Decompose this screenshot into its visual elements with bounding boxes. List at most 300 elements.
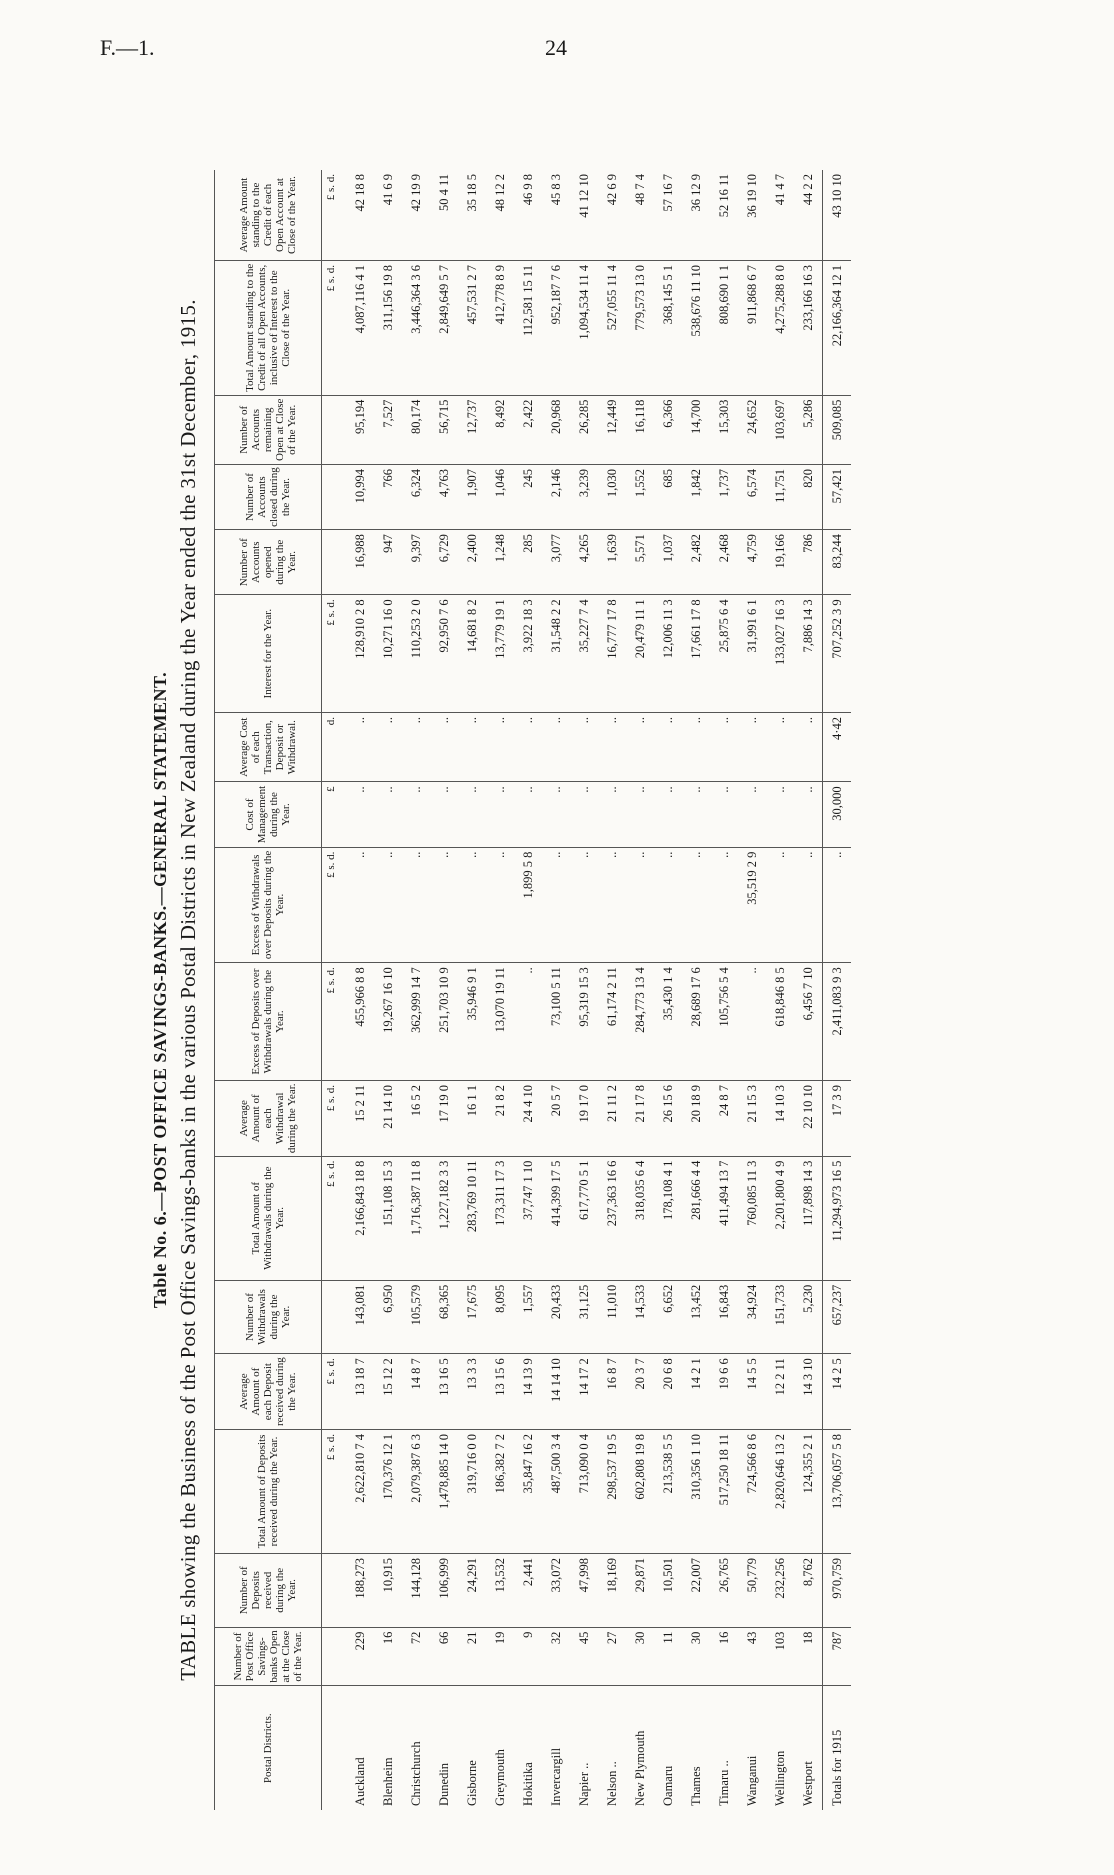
table-cell: 4,759	[738, 530, 766, 595]
totals-cell: 657,237	[823, 1280, 852, 1354]
table-cell: 22,007	[682, 1554, 710, 1628]
table-body	[340, 170, 851, 1810]
table-cell: ..	[458, 713, 486, 782]
table-cell: 2,441	[514, 1554, 542, 1628]
table-cell: 310,356 1 10	[682, 1429, 710, 1553]
table-row	[486, 170, 514, 1810]
totals-cell: 13,706,057 5 8	[823, 1429, 852, 1553]
unit-cell: £ s. d.	[322, 1429, 341, 1553]
table-cell: 46 9 8	[520, 174, 535, 206]
totals-cell: 11,294,973 16 5	[823, 1156, 852, 1280]
table-cell: 36 19 10	[744, 174, 759, 218]
table-cell: ..	[340, 713, 374, 782]
table-cell: 10,915	[374, 1554, 402, 1628]
table-cell: ..	[340, 782, 374, 847]
table-cell: 10,994	[340, 464, 374, 529]
table-cell: 3,446,364 3 6	[402, 261, 430, 396]
table-cell: 24 4 10	[514, 1080, 542, 1156]
unit-cell	[322, 1554, 341, 1628]
totals-cell: ..	[823, 847, 852, 963]
table-cell: 1,046	[486, 464, 514, 529]
table-cell: 43	[738, 1627, 766, 1686]
table-cell: 14 8 7	[402, 1354, 430, 1430]
table-cell: ..	[430, 847, 458, 963]
table-cell: ..	[486, 782, 514, 847]
table-cell: 26,765	[710, 1554, 738, 1628]
column-header: Total Amount standing to the Credit of all Open Accounts, inclusive of Interest to the Close of the Year.	[215, 261, 322, 396]
table-cell: 713,090 0 4	[570, 1429, 598, 1553]
table-cell: 103,697	[766, 395, 794, 464]
table-cell: 6,729	[430, 530, 458, 595]
table-cell: 178,108 4 1	[654, 1156, 682, 1280]
table-row	[514, 170, 542, 1810]
table-cell: 95,194	[340, 395, 374, 464]
table-cell: 21 15 3	[738, 1080, 766, 1156]
table-cell: 20 3 7	[626, 1354, 654, 1430]
table-cell: 19,166	[766, 530, 794, 595]
district-name: Thames	[682, 1686, 710, 1810]
page-number: 24	[545, 35, 567, 60]
table-row	[430, 170, 458, 1810]
table-cell: 105,756 5 4	[710, 963, 738, 1081]
table-cell: 820	[794, 464, 823, 529]
column-header: Number of Accounts closed during the Year.	[215, 464, 322, 529]
table-cell: 14 3 10	[794, 1354, 823, 1430]
table-cell: 13,532	[486, 1554, 514, 1628]
table-cell: 170,376 12 1	[374, 1429, 402, 1553]
totals-cell: 509,085	[823, 395, 852, 464]
table-cell: 28,689 17 6	[682, 963, 710, 1081]
column-header: Average Amount of each Withdrawal during the Year.	[215, 1080, 322, 1156]
district-name: Wellington	[766, 1686, 794, 1810]
table-cell: 14 17 2	[570, 1354, 598, 1430]
column-header: Number of Accounts remaining Open at Close of the Year.	[215, 395, 322, 464]
table-cell: 35,946 9 1	[458, 963, 486, 1081]
table-cell: 42 19 9	[408, 174, 423, 212]
table-cell: 11	[654, 1627, 682, 1686]
district-name: Hokitika	[514, 1686, 542, 1810]
table-cell: 35,430 1 4	[654, 963, 682, 1081]
table-cell: 48 7 4	[632, 174, 647, 206]
table-cell: 1,094,534 11 4	[570, 261, 598, 396]
table-cell: 2,400	[458, 530, 486, 595]
table-cell: 173,311 17 3	[486, 1156, 514, 1280]
table-cell: 6,456 7 10	[794, 963, 823, 1081]
table-cell: 455,966 8 8	[340, 963, 374, 1081]
table-cell: 298,537 19 5	[598, 1429, 626, 1553]
table-row	[542, 170, 570, 1810]
unit-cell: £ s. d.	[322, 595, 341, 713]
table-cell: ..	[458, 847, 486, 963]
table-cell: 18	[794, 1627, 823, 1686]
table-cell: 37,747 1 10	[514, 1156, 542, 1280]
table-cell: ..	[766, 782, 794, 847]
unit-cell: £ s. d.	[322, 261, 341, 396]
column-header: Average Amount standing to the Credit of each Open Account at Close of the Year.	[215, 170, 322, 261]
table-cell: 6,652	[654, 1280, 682, 1354]
table-cell: ..	[514, 713, 542, 782]
table-cell: 13,452	[682, 1280, 710, 1354]
table-cell: 13,070 19 11	[486, 963, 514, 1081]
table-cell: ..	[542, 847, 570, 963]
column-header: Total Amount of Deposits received during the Year.	[215, 1429, 322, 1553]
table-cell: 414,399 17 5	[542, 1156, 570, 1280]
unit-cell: £ s. d.	[322, 1354, 341, 1430]
table-cell: 766	[374, 464, 402, 529]
table-cell: ..	[710, 713, 738, 782]
table-cell: ..	[402, 713, 430, 782]
table-cell: 2,201,800 4 9	[766, 1156, 794, 1280]
table-cell: 7,527	[374, 395, 402, 464]
table-cell: 15 12 2	[374, 1354, 402, 1430]
table-cell: 24,291	[458, 1554, 486, 1628]
table-cell: 19	[486, 1627, 514, 1686]
table-cell: 41 6 9	[380, 174, 395, 206]
column-header: Postal Districts.	[215, 1686, 322, 1810]
column-header: Average Amount of each Deposit received during the Year.	[215, 1354, 322, 1430]
table-row	[794, 170, 823, 1810]
table-cell: 245	[514, 464, 542, 529]
units-row	[322, 170, 341, 1810]
table-cell: ..	[570, 713, 598, 782]
table-cell: 151,733	[766, 1280, 794, 1354]
table-cell: 10,271 16 0	[374, 595, 402, 713]
table-row	[340, 170, 374, 1810]
table-cell: 16 1 1	[458, 1080, 486, 1156]
table-cell: ..	[598, 713, 626, 782]
table-row	[570, 170, 598, 1810]
table-cell: 311,156 19 8	[374, 261, 402, 396]
table-cell: ..	[486, 847, 514, 963]
table-cell: 284,773 13 4	[626, 963, 654, 1081]
district-name: Greymouth	[486, 1686, 514, 1810]
table-cell: 2,468	[710, 530, 738, 595]
table-cell: 232,256	[766, 1554, 794, 1628]
table-cell: ..	[766, 847, 794, 963]
table-cell: 18,169	[598, 1554, 626, 1628]
table-cell: 1,227,182 3 3	[430, 1156, 458, 1280]
table-cell: 30	[626, 1627, 654, 1686]
table-cell: ..	[340, 847, 374, 963]
table-cell: 26,285	[570, 395, 598, 464]
table-cell: 32	[542, 1627, 570, 1686]
table-cell: 911,868 6 7	[738, 261, 766, 396]
table-cell: 42 6 9	[604, 174, 619, 206]
table-cell: 21 11 2	[598, 1080, 626, 1156]
totals-cell: 30,000	[823, 782, 852, 847]
table-cell: ..	[486, 713, 514, 782]
table-cell: 15,303	[710, 395, 738, 464]
table-cell: 57 16 7	[660, 174, 675, 212]
table-cell: ..	[794, 782, 823, 847]
table-cell: 229	[340, 1627, 374, 1686]
totals-row	[823, 170, 852, 1810]
unit-cell	[322, 1627, 341, 1686]
table-cell: 128,910 2 8	[340, 595, 374, 713]
table-cell: 527,055 11 4	[598, 261, 626, 396]
table-cell: 80,174	[402, 395, 430, 464]
table-cell: 487,500 3 4	[542, 1429, 570, 1553]
table-cell: 188,273	[340, 1554, 374, 1628]
column-header: Number of Accounts opened during the Year.	[215, 530, 322, 595]
table-cell: 35,519 2 9	[738, 847, 766, 963]
district-name: Dunedin	[430, 1686, 458, 1810]
table-cell: 2,079,387 6 3	[402, 1429, 430, 1553]
table-cell: 44 2 2	[800, 174, 815, 206]
district-name: Gisborne	[458, 1686, 486, 1810]
table-cell: 1,899 5 8	[514, 847, 542, 963]
table-cell: 808,690 1 1	[710, 261, 738, 396]
table-cell: 13 16 5	[430, 1354, 458, 1430]
totals-cell: 83,244	[823, 530, 852, 595]
table-cell: 237,363 16 6	[598, 1156, 626, 1280]
table-cell: 133,027 16 3	[766, 595, 794, 713]
table-cell: 41 12 10	[576, 174, 591, 218]
table-cell: 6,574	[738, 464, 766, 529]
table-cell: 29,871	[626, 1554, 654, 1628]
table-cell: ..	[402, 847, 430, 963]
district-name: Christchurch	[402, 1686, 430, 1810]
unit-cell: £ s. d.	[325, 174, 337, 201]
table-cell: 283,769 10 11	[458, 1156, 486, 1280]
table-cell: 2,422	[514, 395, 542, 464]
table-cell: ..	[598, 847, 626, 963]
table-cell: 1,557	[514, 1280, 542, 1354]
table-cell: ..	[402, 782, 430, 847]
table-cell: 12,006 11 3	[654, 595, 682, 713]
table-cell: 21 14 10	[374, 1080, 402, 1156]
table-cell: 8,762	[794, 1554, 823, 1628]
table-cell: 16 8 7	[598, 1354, 626, 1430]
unit-cell	[322, 530, 341, 595]
table-cell: 4,265	[570, 530, 598, 595]
table-title: Table No. 6.—POST OFFICE SAVINGS-BANKS.—GENERAL STATEMENT.	[150, 671, 170, 1309]
table-cell: 2,622,810 7 4	[340, 1429, 374, 1553]
table-cell: 27	[598, 1627, 626, 1686]
table-cell: 213,538 5 5	[654, 1429, 682, 1553]
table-cell: 31,548 2 2	[542, 595, 570, 713]
rotated-table-page	[150, 140, 1050, 1840]
table-cell: ..	[794, 847, 823, 963]
table-cell: ..	[794, 713, 823, 782]
table-cell: 41 4 7	[772, 174, 787, 206]
district-name: Timaru ..	[710, 1686, 738, 1810]
table-cell: 24 8 7	[710, 1080, 738, 1156]
table-cell: ..	[570, 782, 598, 847]
district-name: Westport	[794, 1686, 823, 1810]
table-cell: ..	[374, 713, 402, 782]
unit-cell: d.	[322, 713, 341, 782]
table-cell: 1,552	[626, 464, 654, 529]
totals-cell: 22,166,364 12 1	[823, 261, 852, 396]
district-name: Oamaru	[654, 1686, 682, 1810]
table-cell: 144,128	[402, 1554, 430, 1628]
table-cell: 110,253 2 0	[402, 595, 430, 713]
table-cell: 3,922 18 3	[514, 595, 542, 713]
district-name: Wanganui	[738, 1686, 766, 1810]
table-cell: ..	[710, 847, 738, 963]
table-cell: 42 18 8	[352, 174, 367, 212]
table-cell: 52 16 11	[716, 174, 731, 218]
table-cell: 16,843	[710, 1280, 738, 1354]
district-name: New Plymouth	[626, 1686, 654, 1810]
table-cell: 14 2 1	[682, 1354, 710, 1430]
district-name: Blenheim	[374, 1686, 402, 1810]
table-cell: 14,533	[626, 1280, 654, 1354]
table-cell: 13 15 6	[486, 1354, 514, 1430]
table-cell: 117,898 14 3	[794, 1156, 823, 1280]
table-cell: 72	[402, 1627, 430, 1686]
table-cell: 14,681 8 2	[458, 595, 486, 713]
table-cell: 103	[766, 1627, 794, 1686]
table-cell: 6,366	[654, 395, 682, 464]
totals-cell: 787	[823, 1627, 852, 1686]
table-cell: 2,482	[682, 530, 710, 595]
table-cell: 457,531 2 7	[458, 261, 486, 396]
table-cell: 36 12 9	[688, 174, 703, 212]
table-cell: 251,703 10 9	[430, 963, 458, 1081]
table-cell: 35 18 5	[464, 174, 479, 212]
table-cell: 318,035 6 4	[626, 1156, 654, 1280]
table-cell: 33,072	[542, 1554, 570, 1628]
unit-cell	[322, 464, 341, 529]
table-cell: 947	[374, 530, 402, 595]
table-cell: 13 18 7	[340, 1354, 374, 1430]
table-cell: ..	[626, 847, 654, 963]
table-cell: 19 6 6	[710, 1354, 738, 1430]
column-header: Excess of Deposits over Withdrawals during the Year.	[215, 963, 322, 1081]
table-cell: 1,716,387 11 8	[402, 1156, 430, 1280]
table-cell: 22 10 10	[794, 1080, 823, 1156]
table-cell: 24,652	[738, 395, 766, 464]
table-cell: 151,108 15 3	[374, 1156, 402, 1280]
table-cell: 17,675	[458, 1280, 486, 1354]
table-cell: 786	[794, 530, 823, 595]
column-header: Excess of Withdrawals over Deposits during the Year.	[215, 847, 322, 963]
table-cell: 143,081	[340, 1280, 374, 1354]
unit-cell: £ s. d.	[322, 963, 341, 1081]
table-cell: 19 17 0	[570, 1080, 598, 1156]
totals-cell: 707,252 3 9	[823, 595, 852, 713]
table-cell: 14 10 3	[766, 1080, 794, 1156]
table-cell: 14 13 9	[514, 1354, 542, 1430]
totals-cell: 14 2 5	[823, 1354, 852, 1430]
table-cell: 124,355 2 1	[794, 1429, 823, 1553]
table-cell: 617,770 5 1	[570, 1156, 598, 1280]
table-cell: 16 5 2	[402, 1080, 430, 1156]
table-cell: ..	[374, 782, 402, 847]
totals-cell: 2,411,083 9 3	[823, 963, 852, 1081]
unit-cell	[322, 1280, 341, 1354]
district-name: Nelson ..	[598, 1686, 626, 1810]
table-cell: 17 19 0	[430, 1080, 458, 1156]
table-cell: 3,239	[570, 464, 598, 529]
table-cell: ..	[374, 847, 402, 963]
table-cell: 13 3 3	[458, 1354, 486, 1430]
table-cell: ..	[542, 713, 570, 782]
table-cell: 12,449	[598, 395, 626, 464]
table-cell: 319,716 0 0	[458, 1429, 486, 1553]
table-cell: 538,676 11 10	[682, 261, 710, 396]
table-cell: 285	[514, 530, 542, 595]
table-cell: ..	[598, 782, 626, 847]
table-cell: 2,849,649 5 7	[430, 261, 458, 396]
table-row	[374, 170, 402, 1810]
table-cell: 2,166,843 18 8	[340, 1156, 374, 1280]
column-header: Average Cost of each Transaction, Deposit or Withdrawal.	[215, 713, 322, 782]
table-cell: ..	[430, 713, 458, 782]
table-cell: 92,950 7 6	[430, 595, 458, 713]
table-cell: 6,950	[374, 1280, 402, 1354]
table-cell: 412,778 8 9	[486, 261, 514, 396]
table-subtitle: TABLE showing the Business of the Post Office Savings-banks in the various Postal Districts in New Zealand during the Year ended the 31st December, 1915.	[176, 299, 200, 1681]
table-row	[710, 170, 738, 1810]
table-cell: 16	[374, 1627, 402, 1686]
table-cell: 2,146	[542, 464, 570, 529]
table-cell: 186,382 7 2	[486, 1429, 514, 1553]
table-cell: 8,492	[486, 395, 514, 464]
table-cell: ..	[654, 782, 682, 847]
table-cell: 760,085 11 3	[738, 1156, 766, 1280]
table-cell: 21 8 2	[486, 1080, 514, 1156]
table-cell: 5,230	[794, 1280, 823, 1354]
table-cell: 66	[430, 1627, 458, 1686]
table-cell: 14 5 5	[738, 1354, 766, 1430]
table-cell: ..	[738, 713, 766, 782]
table-cell: 30	[682, 1627, 710, 1686]
table-row	[682, 170, 710, 1810]
table-cell: 685	[654, 464, 682, 529]
column-header: Total Amount of Withdrawals during the Year.	[215, 1156, 322, 1280]
unit-cell	[322, 395, 341, 464]
table-cell: 12,737	[458, 395, 486, 464]
table-cell: 411,494 13 7	[710, 1156, 738, 1280]
district-name: Auckland	[340, 1686, 374, 1810]
table-cell: 20 5 7	[542, 1080, 570, 1156]
table-cell: 16,988	[340, 530, 374, 595]
table-cell: 14,700	[682, 395, 710, 464]
table-cell: 20 6 8	[654, 1354, 682, 1430]
table-cell: 19,267 16 10	[374, 963, 402, 1081]
table-cell: 4,763	[430, 464, 458, 529]
table-cell: 233,166 16 3	[794, 261, 823, 396]
unit-cell: £ s. d.	[322, 1080, 341, 1156]
table-cell: 95,319 15 3	[570, 963, 598, 1081]
table-cell: 281,666 4 4	[682, 1156, 710, 1280]
table-cell: 13,779 19 1	[486, 595, 514, 713]
totals-label: Totals for 1915	[823, 1686, 852, 1810]
table-row	[402, 170, 430, 1810]
table-cell: 7,886 14 3	[794, 595, 823, 713]
table-cell: 50,779	[738, 1554, 766, 1628]
totals-cell: 43 10 10	[823, 170, 852, 261]
unit-cell: £ s. d.	[322, 1156, 341, 1280]
table-cell: 34,924	[738, 1280, 766, 1354]
table-cell: 1,842	[682, 464, 710, 529]
table-cell: 31,991 6 1	[738, 595, 766, 713]
table-cell: 50 4 11	[436, 174, 451, 212]
table-cell: ..	[710, 782, 738, 847]
table-row	[598, 170, 626, 1810]
statement-table-wrapper	[214, 170, 851, 1810]
table-cell: 5,571	[626, 530, 654, 595]
table-cell: 14 14 10	[542, 1354, 570, 1430]
table-cell: ..	[654, 847, 682, 963]
table-cell: 368,145 5 1	[654, 261, 682, 396]
table-cell: ..	[654, 713, 682, 782]
table-cell: ..	[458, 782, 486, 847]
column-header: Number of Withdrawals during the Year.	[215, 1280, 322, 1354]
